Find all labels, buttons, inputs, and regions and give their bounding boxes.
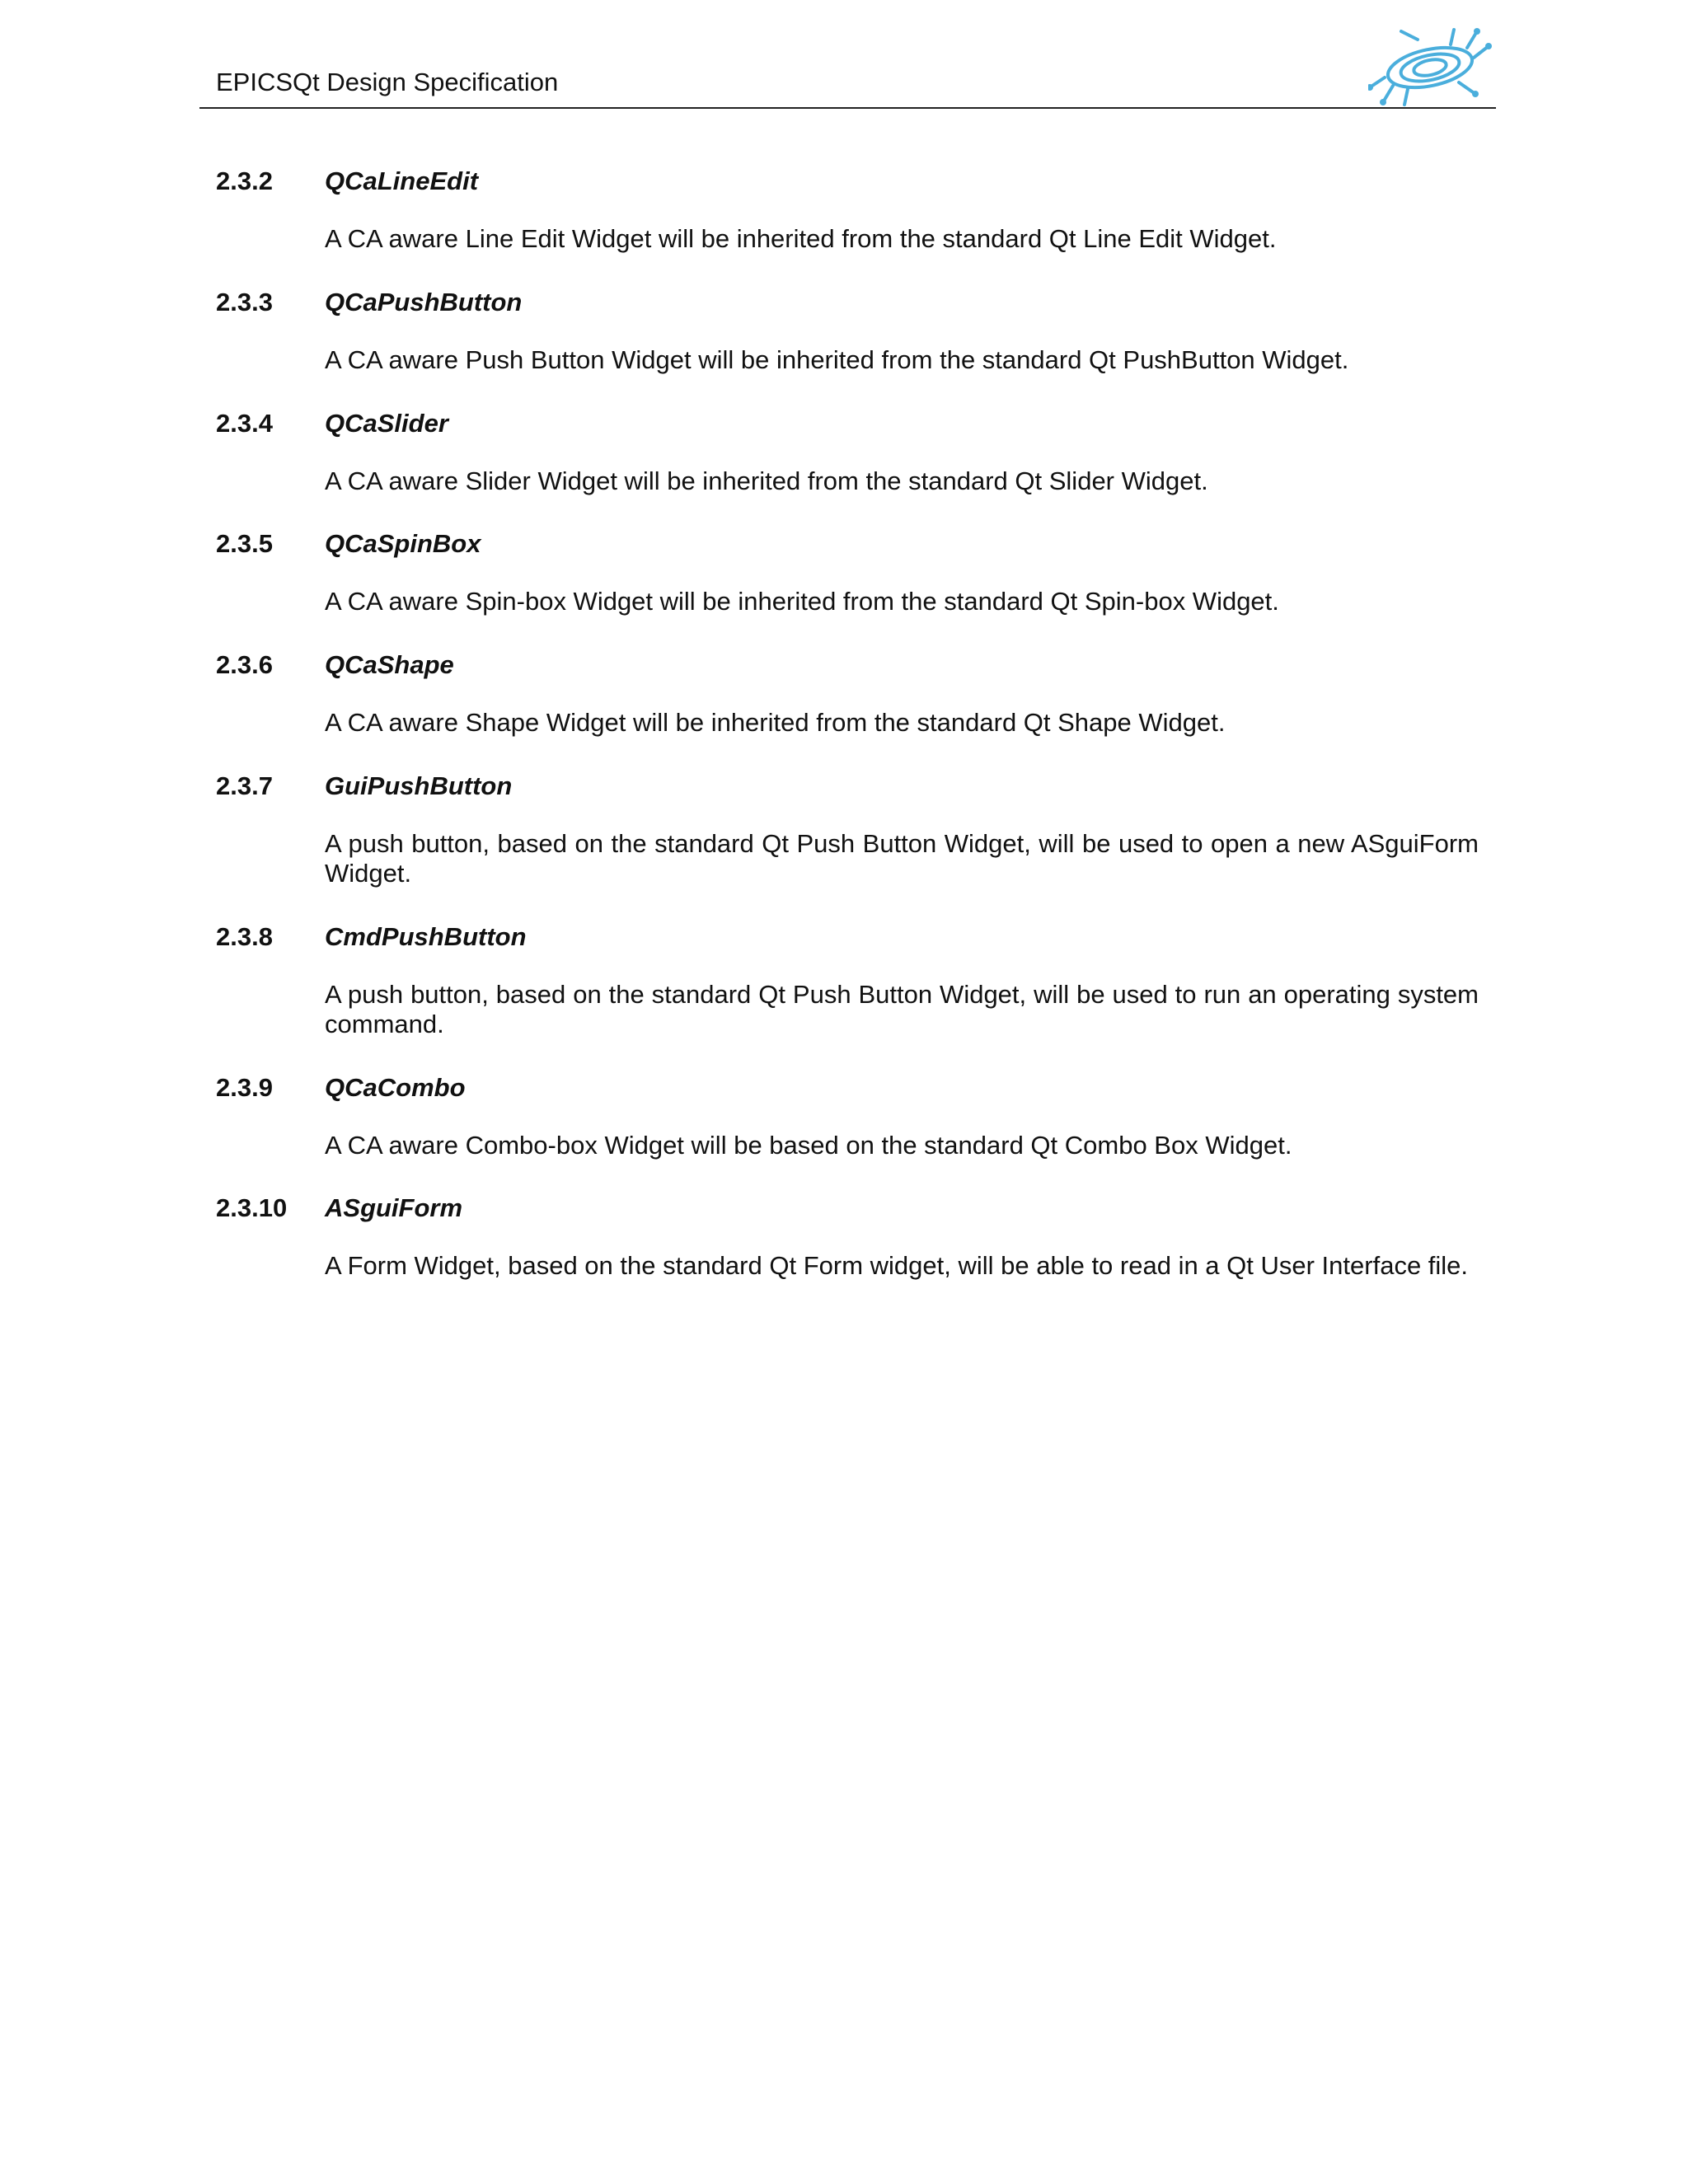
section-title: ASguiForm (325, 1193, 463, 1222)
section-body: A CA aware Slider Widget will be inherited from the standard Qt Slider Widget. (325, 466, 1208, 495)
synchrotron-logo-icon (1368, 28, 1492, 106)
section-body: A Form Widget, based on the standard Qt Form widget, will be able to read in a Qt User Interface file. (325, 1251, 1469, 1280)
section-2-3-6 (216, 649, 1485, 738)
section-body: A push button, based on the standard Qt Push Button Widget, will be used to open a new ASguiForm Widget. (325, 829, 1479, 888)
page-header (199, 25, 1496, 109)
section-heading (216, 770, 1485, 803)
section-2-3-8 (216, 921, 1485, 1039)
section-number: 2.3.8 (216, 922, 273, 951)
section-heading (216, 1192, 1485, 1225)
section-body: A CA aware Spin-box Widget will be inherited from the standard Qt Spin-box Widget. (325, 587, 1279, 616)
section-number: 2.3.2 (216, 166, 273, 195)
section-body: A CA aware Shape Widget will be inherited from the standard Qt Shape Widget. (325, 708, 1226, 737)
section-title: GuiPushButton (325, 771, 513, 800)
section-title: QCaCombo (325, 1073, 466, 1102)
section-body: A CA aware Combo-box Widget will be based on the standard Qt Combo Box Widget. (325, 1131, 1292, 1160)
section-heading (216, 527, 1485, 560)
section-number: 2.3.6 (216, 650, 273, 679)
section-2-3-5 (216, 527, 1485, 616)
section-number: 2.3.9 (216, 1073, 273, 1102)
section-title: CmdPushButton (325, 922, 527, 951)
section-number: 2.3.10 (216, 1193, 288, 1222)
section-number: 2.3.3 (216, 288, 273, 316)
section-number: 2.3.5 (216, 529, 273, 558)
section-body: A push button, based on the standard Qt Push Button Widget, will be used to run an operating system command. (325, 980, 1479, 1038)
section-heading (216, 1071, 1485, 1104)
section-number: 2.3.7 (216, 771, 273, 800)
section-2-3-10 (216, 1192, 1485, 1281)
section-title: QCaSpinBox (325, 529, 481, 558)
section-2-3-7 (216, 770, 1485, 888)
section-title: QCaSlider (325, 409, 448, 438)
document-title: EPICSQt Design Specification (216, 68, 559, 96)
section-heading (216, 407, 1485, 440)
section-body: A CA aware Line Edit Widget will be inherited from the standard Qt Line Edit Widget. (325, 224, 1277, 253)
section-title: QCaShape (325, 650, 454, 679)
section-2-3-3 (216, 286, 1485, 375)
section-heading (216, 165, 1485, 198)
section-heading (216, 921, 1485, 954)
section-2-3-4 (216, 407, 1485, 496)
section-heading (216, 286, 1485, 319)
section-title: QCaLineEdit (325, 166, 479, 195)
section-body: A CA aware Push Button Widget will be inherited from the standard Qt PushButton Widget. (325, 345, 1349, 374)
section-2-3-2 (216, 165, 1485, 254)
section-number: 2.3.4 (216, 409, 273, 438)
section-2-3-9 (216, 1071, 1485, 1160)
section-title: QCaPushButton (325, 288, 523, 316)
section-heading (216, 649, 1485, 682)
